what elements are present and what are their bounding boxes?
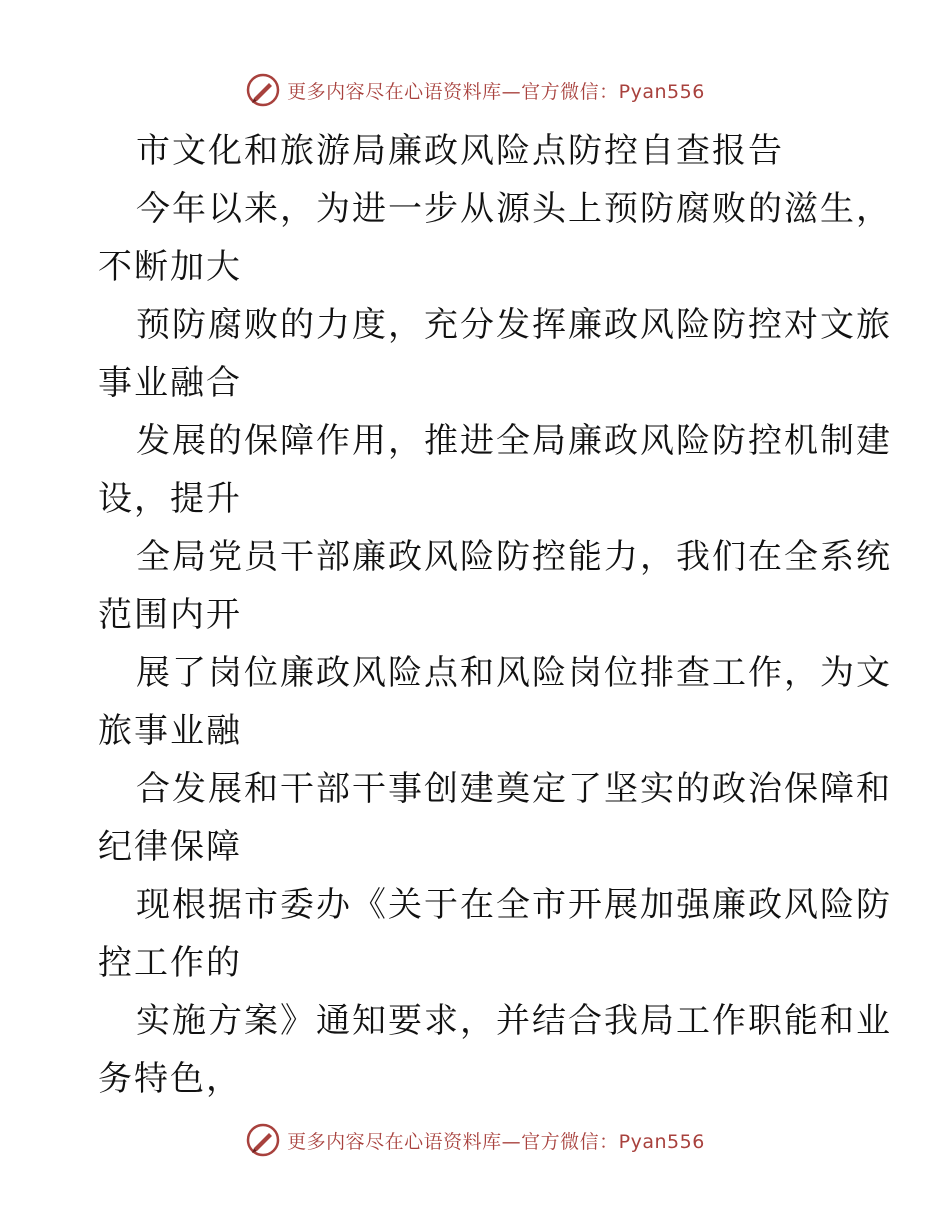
pen-logo-icon: [245, 1122, 281, 1158]
doc-line-10: 展了岗位廉政风险点和风险岗位排查工作，为文: [136, 653, 892, 693]
watermark-text: 更多内容尽在心语资料库—官方微信：Pyan556: [287, 1130, 705, 1153]
doc-line-12: 合发展和干部干事创建奠定了坚实的政治保障和: [136, 769, 892, 809]
doc-line-1: 市文化和旅游局廉政风险点防控自查报告: [136, 131, 784, 171]
doc-line-2: 今年以来，为进一步从源头上预防腐败的滋生，: [136, 189, 892, 229]
doc-line-15: 控工作的: [98, 943, 242, 983]
document-body: [98, 122, 892, 1108]
doc-line-5: 事业融合: [98, 363, 242, 403]
doc-line-3: 不断加大: [98, 247, 242, 287]
watermark-text: 更多内容尽在心语资料库—官方微信：Pyan556: [287, 80, 705, 103]
pen-logo-icon: [245, 72, 281, 108]
doc-line-11: 旅事业融: [98, 711, 242, 751]
doc-line-7: 设，提升: [98, 479, 242, 519]
doc-line-13: 纪律保障: [98, 827, 242, 867]
doc-line-16: 实施方案》通知要求，并结合我局工作职能和业: [136, 1001, 892, 1041]
footer-watermark: [0, 1120, 950, 1160]
doc-line-8: 全局党员干部廉政风险防控能力，我们在全系统: [136, 537, 892, 577]
doc-line-14: 现根据市委办《关于在全市开展加强廉政风险防: [136, 885, 892, 925]
doc-line-6: 发展的保障作用，推进全局廉政风险防控机制建: [136, 421, 892, 461]
doc-line-9: 范围内开: [98, 595, 242, 635]
header-watermark: [0, 70, 950, 110]
doc-line-4: 预防腐败的力度，充分发挥廉政风险防控对文旅: [136, 305, 892, 345]
doc-line-17: 务特色，: [98, 1059, 242, 1099]
